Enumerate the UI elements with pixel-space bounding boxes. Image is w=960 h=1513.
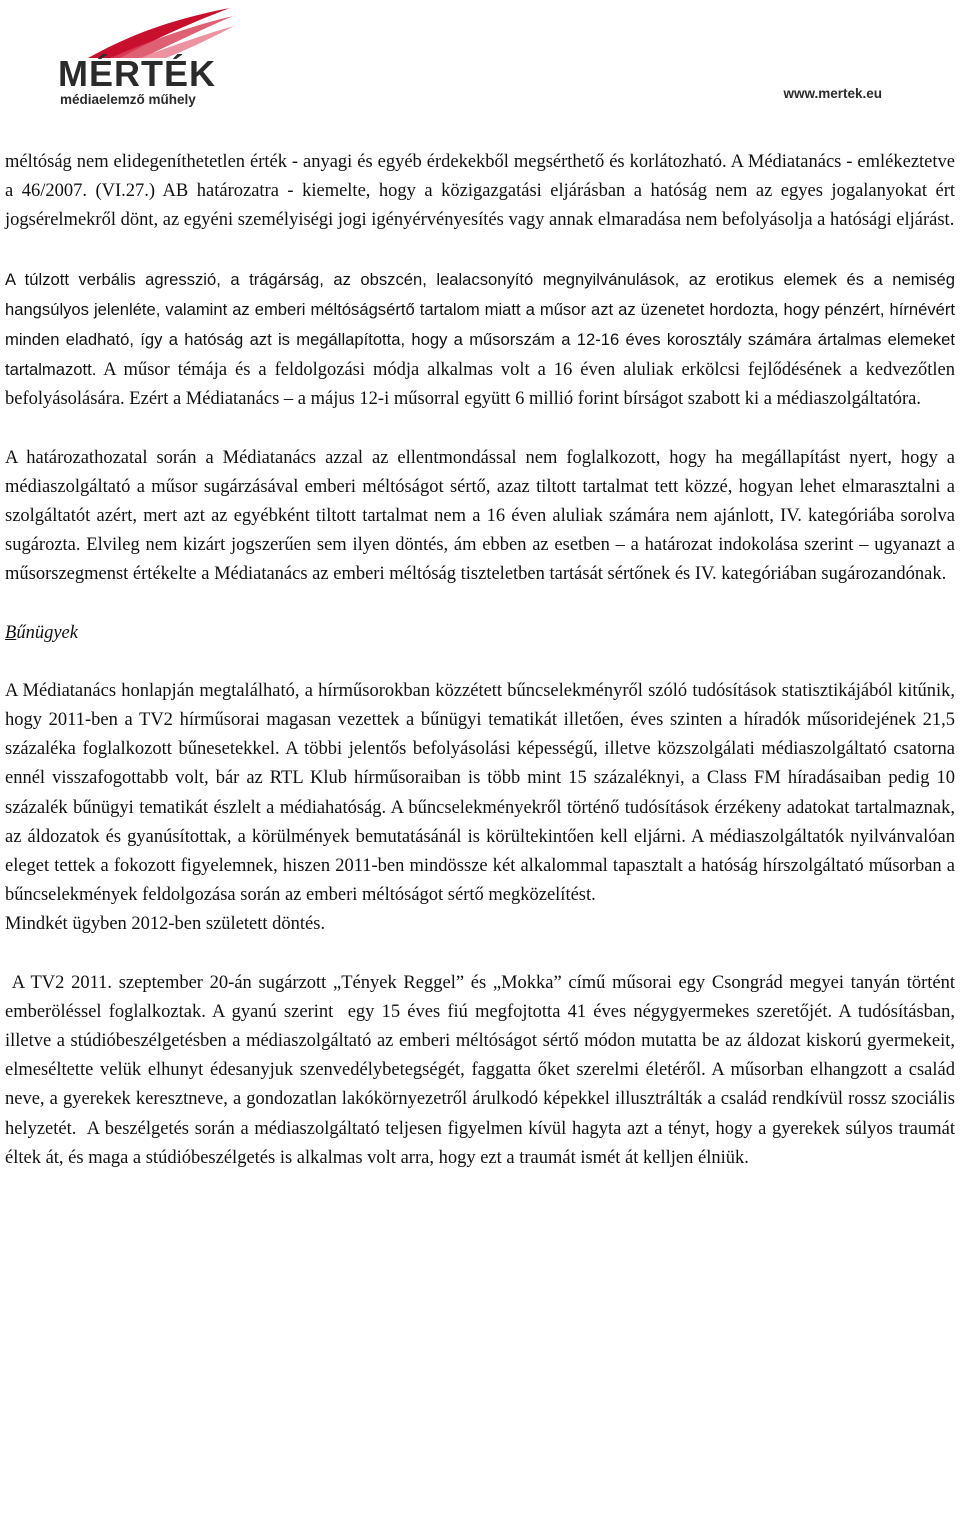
paragraph-2-serif-part: A műsor témája és a feldolgozási módja alkalmas volt a 16 éven aluliak erkölcsi fejlődésének a kedvezőtlen befolyásolására. Ezért a Médiatanács – a május 12-i műsorral együtt 6 millió forint bírságot szabott ki a médiaszolgáltatóra. <box>5 360 955 410</box>
section-heading <box>5 619 955 648</box>
paragraph-2 <box>5 265 955 415</box>
site-url[interactable]: www.mertek.eu <box>783 86 882 101</box>
paragraph-5: Mindkét ügyben 2012-ben született döntés. <box>5 914 326 935</box>
page-header <box>0 0 960 120</box>
logo-title: MÉRTÉK <box>58 53 216 94</box>
document-body <box>5 148 960 1173</box>
mertek-logo <box>58 6 238 108</box>
paragraph-1: méltóság nem elidegeníthetetlen érték - anyagi és egyéb érdekekből megsérthető és korlátozható. A Médiatanács - emlékeztetve a 46/2007. (VI.27.) AB határozatra - kiemelte, hogy a közigazgatási eljárásban a hatóság nem az egyes jogalanyokat ért jogsérelmekről dönt, az egyéni személyiségi jogi igényérvényesítés vagy annak elmaradása nem befolyásolja a hatósági eljárást. <box>5 152 955 231</box>
section-heading-rest: űnügyek <box>16 622 78 643</box>
paragraph-4: A Médiatanács honlapján megtalálható, a hírműsorokban közzétett bűncselekményről szóló tudósítások statisztikájából kitűnik, hogy 2011-ben a TV2 hírműsorai magasan vezettek a bűnügyi tematikát illetően, éves szinten a híradók műsoridejének 21,5 százaléka foglalkozott bűnesetekkel. A többi jelentős befolyásolási képességű, illetve közszolgálati médiaszolgáltató csatorna ennél visszafogottabb volt, bár az RTL Klub hírműsoraiban is több mint 15 százaléknyi, a Class FM híradásaiban pedig 10 százalék bűnügyi tematikát észlelt a médiahatóság. A bűncselekményekről történő tudósítások érzékeny adatokat tartalmaznak, az áldozatok és gyanúsítottak, a körülmények bemutatásánál is körültekintően kell eljárni. A médiaszolgáltatók nyilvánvalóan eleget tettek a fokozott figyelemnek, hiszen 2011-ben mindössze két alkalommal tapasztalt a hatóság hírszolgáltató műsorban a bűncselekmények feldolgozása során az emberi méltóságot sértő megközelítést. <box>5 680 955 906</box>
section-heading-initial: B <box>5 622 17 643</box>
logo-subtitle: médiaelemző műhely <box>60 92 196 107</box>
paragraph-6: A TV2 2011. szeptember 20-án sugárzott „Tények Reggel” és „Mokka” című műsorai egy Csongrád megyei tanyán történt emberöléssel foglalkoztak. A gyanú szerint egy 15 éves fiú megfojtotta 41 éves négygyermekes szeretőjét. A tudósításban, illetve a stúdióbeszélgetésben a médiaszolgáltató az emberi méltóságot sértő módon mutatta be az áldozat kiskorú gyermekeit, elmeséltette velük elhunyt édesanyjuk szenvedélybetegségét, faggatta őket szerelmi életéről. A műsorban elhangzott a család neve, a gyerekek keresztneve, a gondozatlan lakókörnyezetről árulkodó képekkel illusztrálták a család rendkívül rossz szociális helyzetét. A beszélgetés során a médiaszolgáltató teljesen figyelmen kívül hagyta azt a tényt, hogy a gyerekek súlyos traumát éltek át, és maga a stúdióbeszélgetés is alkalmas volt arra, hogy ezt a traumát ismét át kelljen élniük. <box>5 972 960 1168</box>
paragraph-2-sans-part: A túlzott verbális agresszió, a trágárság, az obszcén, lealacsonyító megnyilvánulások, az erotikus elemek és a nemiség hangsúlyos jelenléte, valamint az emberi méltóságsértő tartalom miatt a műsor azt az üzenetet hordozta, hogy pénzért, hírnévért minden eladható, így a hatóság azt is megállapította, hogy a műsorszám a 12-16 éves korosztály számára ártalmas elemeket tartalmazott. <box>5 269 955 380</box>
paragraph-3: A határozathozatal során a Médiatanács azzal az ellentmondással nem foglalkozott, hogy ha megállapítást nyert, hogy a médiaszolgáltató a műsor sugárzásával emberi méltóságot sértő, azaz tiltott tartalmat tett közzé, hogyan lehet elmarasztalni a szolgáltatót azért, mert azt az egyébként tiltott tartalmat nem a 16 éven aluliak számára nem ajánlott, IV. kategóriába sorolva sugározta. Elvileg nem kizárt jogszerűen sem ilyen döntés, ám ebben az esetben – a határozat indokolása szerint – ugyanazt a műsorszegmenst értékelte a Médiatanács az emberi méltóság tiszteletben tartását sértőnek és IV. kategóriában sugározandónak. <box>5 447 955 585</box>
